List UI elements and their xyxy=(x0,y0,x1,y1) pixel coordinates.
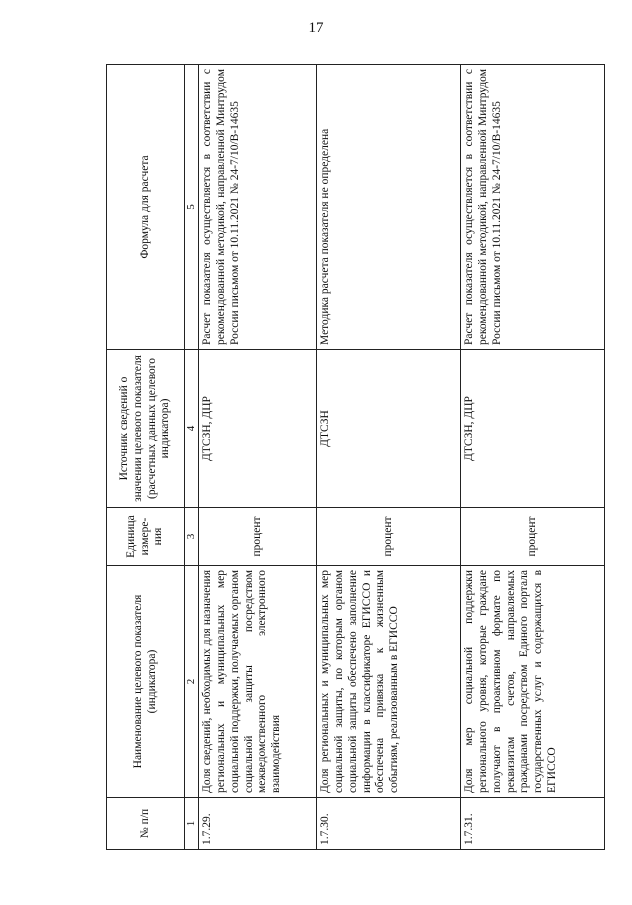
row-name: Доля региональных и муниципальных мер социальной защиты, по которым органом социальной защиты обеспечено заполнение информации в классификаторе ЕГИССО и обеспечена привязка к жизненным событиям, реализованным в ЕГИССО xyxy=(317,566,461,798)
header-name: Наименование целевого показателя (индикатора) xyxy=(107,566,185,798)
row-source: ДТСЗН, ДЦР xyxy=(461,350,605,508)
table-row xyxy=(199,65,317,850)
row-formula: Методика расчета показателя не определена xyxy=(317,65,461,350)
indicators-table xyxy=(106,64,605,850)
indicators-table-rotated xyxy=(106,65,602,850)
row-unit: процент xyxy=(461,508,605,566)
row-unit: процент xyxy=(199,508,317,566)
table-row xyxy=(461,65,605,850)
column-number: 3 xyxy=(185,508,199,566)
header-source: Источник сведений о значении целевого показателя (расчетных данных целевого индикатора) xyxy=(107,350,185,508)
row-name: Доля мер социальной поддержки регионального уровня, которые граждане получают в проактивном формате по реквизитам счетов, направляемых гражданами посредством Единого портала государственных услуг и содержащихся в ЕГИССО xyxy=(461,566,605,798)
row-num: 1.7.31. xyxy=(461,798,605,850)
column-number: 5 xyxy=(185,65,199,350)
row-num: 1.7.29. xyxy=(199,798,317,850)
header-num: № п/п xyxy=(107,798,185,850)
row-source: ДТСЗН xyxy=(317,350,461,508)
row-name: Доля сведений, необходимых для назначения региональных и муниципальных мер социальной поддержки, получаемых органом социальной защиты посредством межведомственного электронного взаимодействия xyxy=(199,566,317,798)
column-number-row xyxy=(185,65,199,850)
row-num: 1.7.30. xyxy=(317,798,461,850)
header-unit: Единица измере-ния xyxy=(107,508,185,566)
header-formula: Формула для расчета xyxy=(107,65,185,350)
page-number: 17 xyxy=(308,20,324,36)
column-number: 2 xyxy=(185,566,199,798)
column-number: 4 xyxy=(185,350,199,508)
row-source: ДТСЗН, ДЦР xyxy=(199,350,317,508)
table-row xyxy=(317,65,461,850)
row-formula: Расчет показателя осуществляется в соответствии с рекомендованной методикой, направленной Минтрудом России письмом от 10.11.2021 № 24-7/10/В-14635 xyxy=(199,65,317,350)
table-header-row xyxy=(107,65,185,850)
row-formula: Расчет показателя осуществляется в соответствии с рекомендованной методикой, направленной Минтрудом России письмом от 10.11.2021 № 24-7/10/В-14635 xyxy=(461,65,605,350)
row-unit: процент xyxy=(317,508,461,566)
column-number: 1 xyxy=(185,798,199,850)
